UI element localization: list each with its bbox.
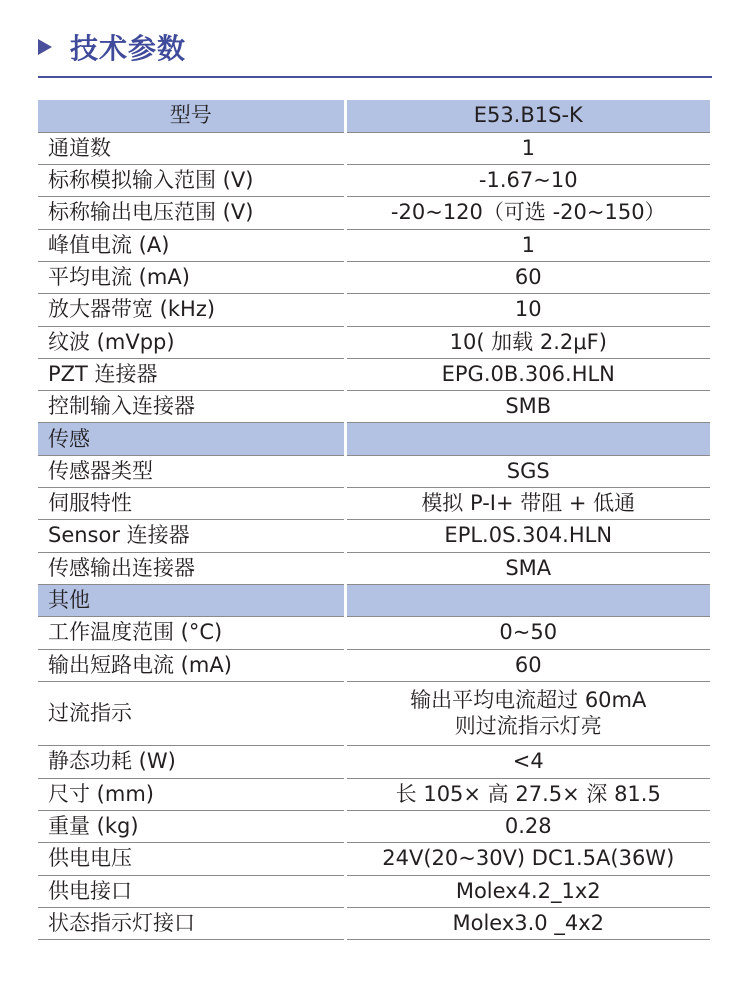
section-label: 其他 bbox=[38, 584, 345, 616]
row-key: 放大器带宽 (kHz) bbox=[38, 294, 345, 326]
row-key: 标称输出电压范围 (V) bbox=[38, 197, 345, 229]
row-key: 输出短路电流 (mA) bbox=[38, 649, 345, 681]
header-model-value: E53.B1S-K bbox=[345, 100, 710, 132]
row-value: Molex4.2_1x2 bbox=[345, 875, 710, 907]
row-key: 平均电流 (mA) bbox=[38, 261, 345, 293]
row-value: 10( 加载 2.2μF) bbox=[345, 326, 710, 358]
row-value: SMB bbox=[345, 391, 710, 423]
row-value: 60 bbox=[345, 261, 710, 293]
row-value: -20~120（可选 -20~150） bbox=[345, 197, 710, 229]
table-row bbox=[38, 358, 710, 390]
row-key: 传感器类型 bbox=[38, 455, 345, 487]
row-key: 标称模拟输入范围 (V) bbox=[38, 165, 345, 197]
row-value: EPL.0S.304.HLN bbox=[345, 520, 710, 552]
row-value: 长 105× 高 27.5× 深 81.5 bbox=[345, 778, 710, 810]
section-row-other bbox=[38, 584, 710, 616]
row-key: 静态功耗 (W) bbox=[38, 746, 345, 778]
row-key: 供电接口 bbox=[38, 875, 345, 907]
table-row bbox=[38, 552, 710, 584]
table-row bbox=[38, 778, 710, 810]
spec-table bbox=[38, 100, 710, 940]
table-row bbox=[38, 197, 710, 229]
row-key: 控制输入连接器 bbox=[38, 391, 345, 423]
row-value: 0~50 bbox=[345, 617, 710, 649]
section-label: 传感 bbox=[38, 423, 345, 455]
row-value: 60 bbox=[345, 649, 710, 681]
row-value-line: 输出平均电流超过 60mA bbox=[410, 688, 647, 713]
row-value-line: 则过流指示灯亮 bbox=[454, 713, 602, 738]
row-value: -1.67~10 bbox=[345, 165, 710, 197]
row-key: 通道数 bbox=[38, 132, 345, 164]
table-row bbox=[38, 617, 710, 649]
row-key: 供电电压 bbox=[38, 843, 345, 875]
table-row bbox=[38, 261, 710, 293]
row-value: <4 bbox=[345, 746, 710, 778]
section-heading bbox=[38, 22, 186, 72]
page-title: 技术参数 bbox=[70, 32, 187, 65]
table-row bbox=[38, 907, 710, 939]
triangle-bullet-icon bbox=[38, 39, 52, 55]
table-row bbox=[38, 875, 710, 907]
row-key: PZT 连接器 bbox=[38, 358, 345, 390]
table-row bbox=[38, 326, 710, 358]
table-row bbox=[38, 165, 710, 197]
section-filler bbox=[345, 423, 710, 455]
table-row bbox=[38, 488, 710, 520]
section-row-sensing bbox=[38, 423, 710, 455]
table-row bbox=[38, 391, 710, 423]
row-key: 传感输出连接器 bbox=[38, 552, 345, 584]
row-value: 模拟 P-I+ 带阻 + 低通 bbox=[345, 488, 710, 520]
row-key: 状态指示灯接口 bbox=[38, 907, 345, 939]
row-key: 峰值电流 (A) bbox=[38, 229, 345, 261]
table-row bbox=[38, 229, 710, 261]
table-header-row bbox=[38, 100, 710, 132]
row-value: 24V(20~30V) DC1.5A(36W) bbox=[345, 843, 710, 875]
row-key: 重量 (kg) bbox=[38, 811, 345, 843]
row-value: EPG.0B.306.HLN bbox=[345, 358, 710, 390]
table-row bbox=[38, 681, 710, 746]
row-value: Molex3.0 _4x2 bbox=[345, 907, 710, 939]
table-row bbox=[38, 746, 710, 778]
table-row bbox=[38, 649, 710, 681]
row-key: Sensor 连接器 bbox=[38, 520, 345, 552]
row-key: 过流指示 bbox=[38, 681, 345, 746]
row-value: 10 bbox=[345, 294, 710, 326]
heading-divider bbox=[38, 76, 712, 78]
table-row bbox=[38, 843, 710, 875]
row-value: SGS bbox=[345, 455, 710, 487]
row-value bbox=[345, 681, 710, 746]
row-value: 0.28 bbox=[345, 811, 710, 843]
row-key: 工作温度范围 (°C) bbox=[38, 617, 345, 649]
table-row bbox=[38, 294, 710, 326]
header-model-label: 型号 bbox=[38, 100, 345, 132]
row-value: 1 bbox=[345, 229, 710, 261]
row-key: 纹波 (mVpp) bbox=[38, 326, 345, 358]
table-row bbox=[38, 132, 710, 164]
row-value: SMA bbox=[345, 552, 710, 584]
table-row bbox=[38, 520, 710, 552]
table-row bbox=[38, 811, 710, 843]
row-key: 伺服特性 bbox=[38, 488, 345, 520]
row-key: 尺寸 (mm) bbox=[38, 778, 345, 810]
section-filler bbox=[345, 584, 710, 616]
row-value: 1 bbox=[345, 132, 710, 164]
table-row bbox=[38, 455, 710, 487]
